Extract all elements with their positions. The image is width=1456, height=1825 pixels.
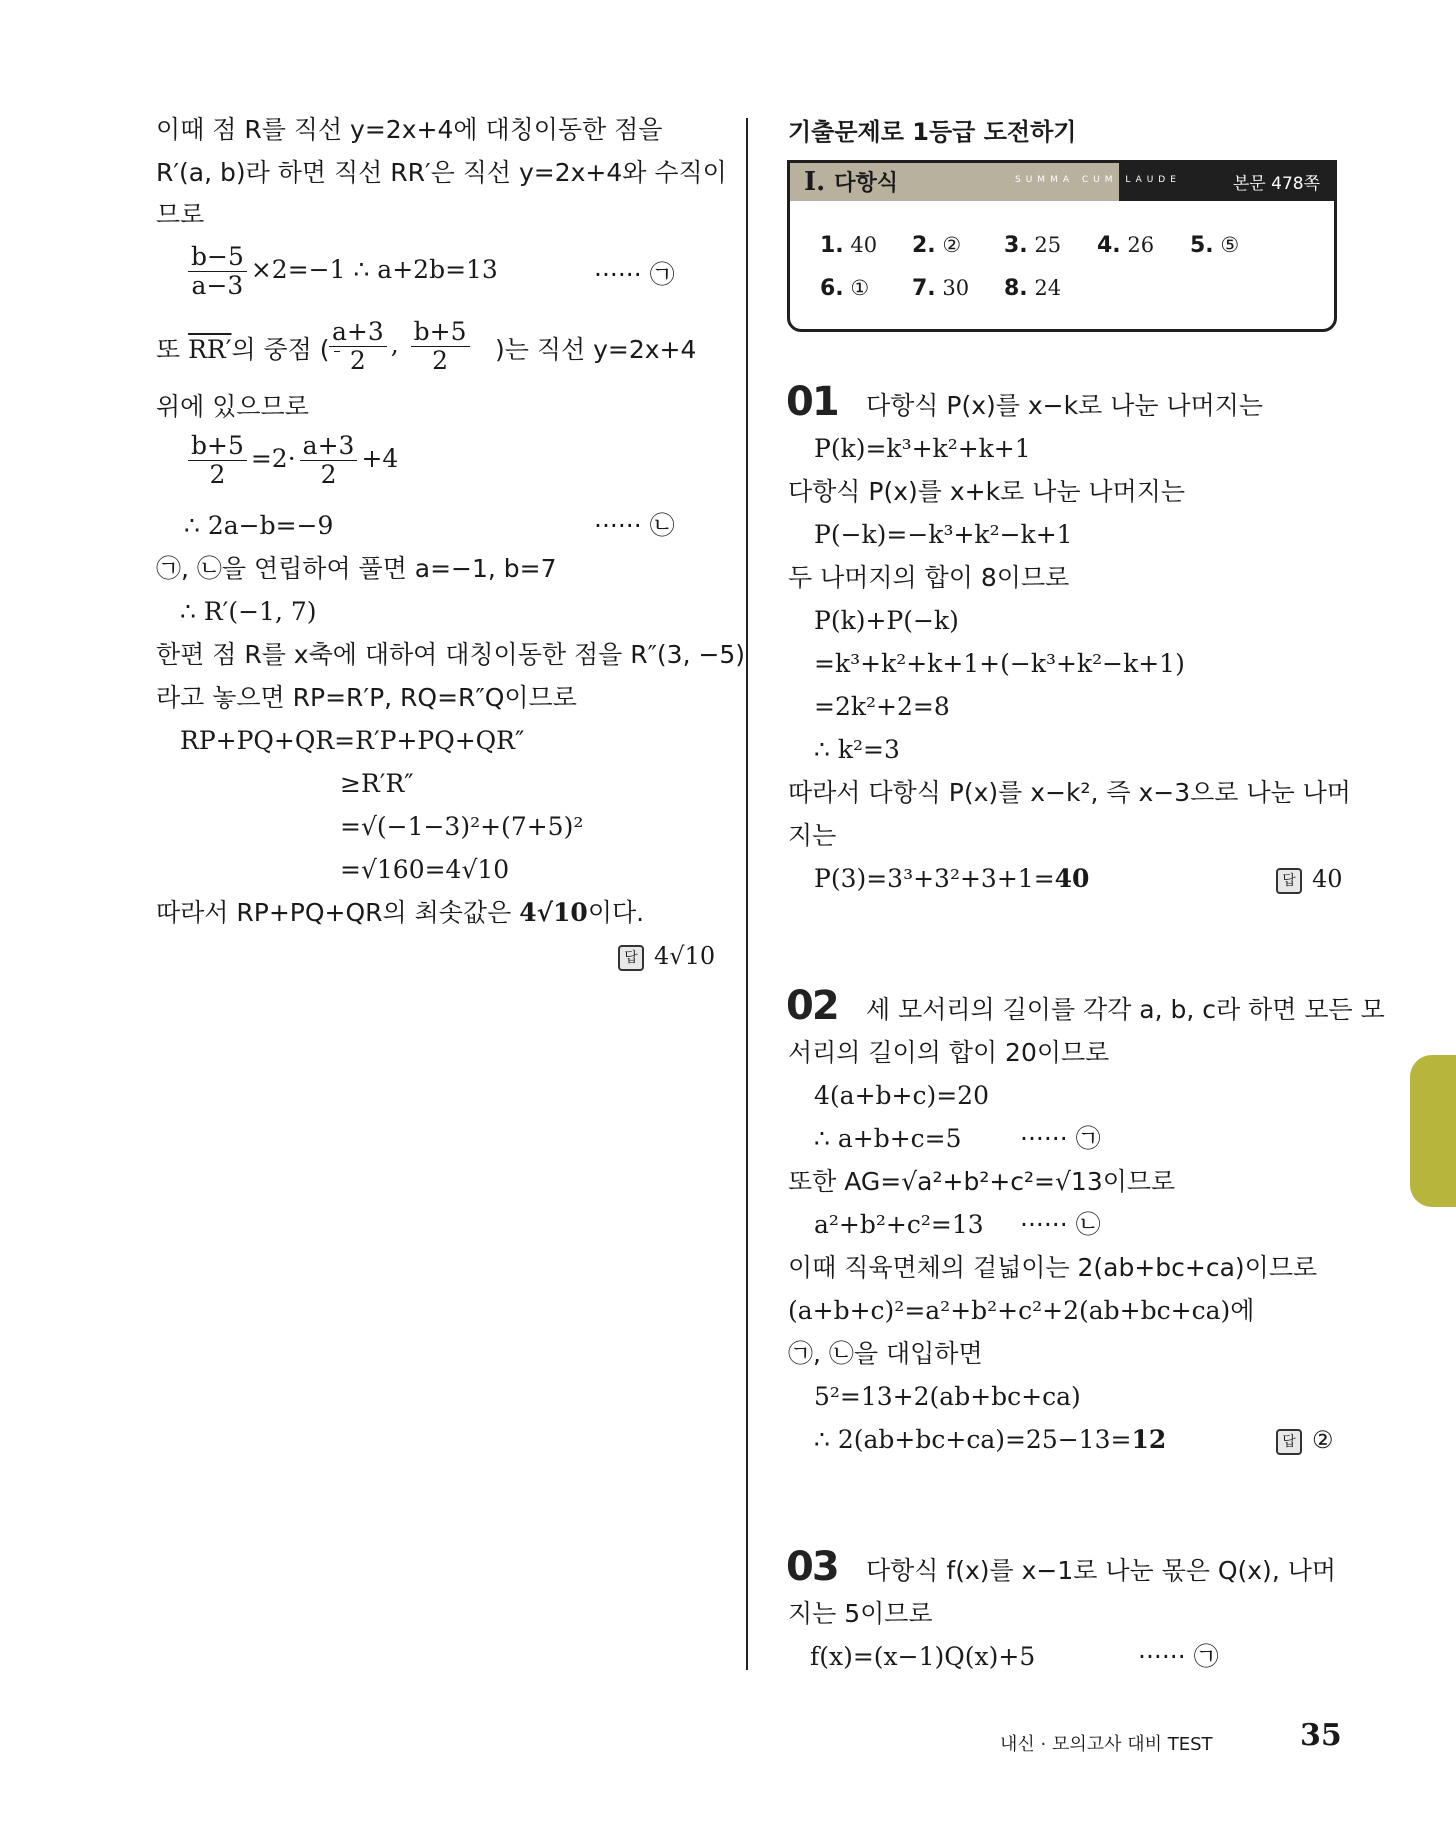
left-line-17 (156, 896, 644, 930)
l5-prefix: 또 (156, 335, 189, 364)
answer-badge-icon: 답 (618, 945, 644, 971)
segment-rr: RR′ (188, 335, 232, 364)
p1-line-9: ∴ k²=3 (814, 735, 900, 764)
eq1-numerator: b−5 (188, 243, 247, 272)
l17-suffix: 이다. (587, 898, 645, 927)
p2-line-9: ㉠, ㉡을 대입하면 (788, 1339, 983, 1368)
mid-x-num: a+3 (329, 318, 387, 347)
left-line-3: 므로 (156, 200, 205, 229)
left-answer (618, 939, 715, 973)
p1-line-1: 다항식 P(x)를 x−k로 나눈 나머지는 (866, 391, 1264, 420)
equation-1 (184, 240, 498, 304)
answer-item: 2. ② (912, 233, 962, 258)
l5-mid: 의 중점 ( (231, 335, 330, 364)
p3-line-1: 다항식 f(x)를 x−1로 나눈 몫은 Q(x), 나머 (866, 1556, 1337, 1585)
section-title: 기출문제로 1등급 도전하기 (788, 118, 1077, 146)
p1-line-2: P(k)=k³+k²+k+1 (814, 434, 1031, 463)
mid-x-den: 2 (349, 346, 366, 375)
eq2-left-num: b+5 (188, 432, 247, 461)
p2-line-1: 세 모서리의 길이를 각각 a, b, c라 하면 모든 모 (866, 995, 1385, 1024)
p2-tag-2: ······ ㉡ (1020, 1210, 1101, 1239)
eq2-right-num: a+3 (300, 432, 358, 461)
page-number: 35 (1300, 1718, 1342, 1753)
p1-line-11: 지는 (788, 821, 837, 850)
left-line-15: =√(−1−3)²+(7+5)² (340, 812, 584, 841)
chapter-label (804, 165, 898, 201)
p2-line-10: 5²=13+2(ab+bc+ca) (814, 1382, 1081, 1411)
p2-line-5: 또한 AG=√a²+b²+c²=√13이므로 (788, 1167, 1176, 1196)
p1-answer: 답 40 (1276, 862, 1343, 896)
p1-line-3: 다항식 P(x)를 x+k로 나눈 나머지는 (788, 477, 1186, 506)
answer-item: 6. ① (820, 276, 870, 301)
p2-line-6: a²+b²+c²=13 (814, 1210, 984, 1239)
l5-suffix: )는 직선 y=2x+4 (495, 335, 697, 364)
left-line-2: R′(a, b)라 하면 직선 RR′은 직선 y=2x+4와 수직이 (156, 158, 727, 187)
p2-line-11: ∴ 2(ab+bc+ca)=25−13=12 (814, 1425, 1167, 1454)
page-reference: 본문 478쪽 (1232, 174, 1320, 194)
p1-line-7: =k³+k²+k+1+(−k³+k²−k+1) (814, 649, 1185, 678)
left-line-12: 라고 놓으면 RP=R′P, RQ=R″Q이므로 (156, 683, 577, 712)
midpoint-fractions: $\frac{a+3}{2}$ , $\frac{b+5}{2}$ (325, 318, 474, 382)
p1-line-4: P(−k)=−k³+k²−k+1 (814, 520, 1073, 549)
eq1-rest: ×2=−1 ∴ a+2b=13 (250, 255, 498, 284)
problem-number-02: 02 (786, 983, 838, 1029)
eq1-tag: ······ ㉠ (594, 260, 675, 289)
answer-box (787, 160, 1337, 332)
chapter-title: 다항식 (834, 171, 899, 196)
mid-y-den: 2 (432, 346, 449, 375)
left-line-13: RP+PQ+QR=R′P+PQ+QR″ (180, 726, 525, 755)
p2-line-4: ∴ a+b+c=5 (814, 1124, 962, 1153)
l17-prefix: 따라서 RP+PQ+QR의 최솟값은 (156, 898, 520, 927)
p2-tag-1: ······ ㉠ (1020, 1124, 1101, 1153)
p3-tag-1: ······ ㉠ (1138, 1642, 1219, 1671)
column-divider (746, 118, 748, 1670)
answer-item: 1. 40 (820, 233, 878, 258)
brand-label: SUMMA CUM LAUDE (1015, 175, 1181, 185)
p3-line-2: 지는 5이므로 (788, 1599, 933, 1628)
p2-line-7: 이때 직육면체의 겉넓이는 2(ab+bc+ca)이므로 (788, 1253, 1318, 1282)
chapter-side-tab (1410, 1055, 1456, 1207)
p1-line-6: P(k)+P(−k) (814, 606, 959, 635)
left-line-16: =√160=4√10 (340, 855, 510, 884)
left-answer-value: 4√10 (654, 942, 716, 970)
p3-line-3: f(x)=(x−1)Q(x)+5 (810, 1642, 1036, 1671)
left-line-14: ≥R′R″ (340, 769, 414, 798)
left-line-9: ㉠, ㉡을 연립하여 풀면 a=−1, b=7 (156, 554, 557, 583)
p2-answer: 답 ② (1276, 1423, 1334, 1457)
left-line-6: 위에 있으므로 (156, 392, 309, 421)
answer-item: 8. 24 (1004, 276, 1062, 301)
p1-line-8: =2k²+2=8 (814, 692, 950, 721)
problem-number-03: 03 (786, 1544, 838, 1590)
answer-badge-icon: 답 (1276, 1429, 1302, 1455)
p1-line-5: 두 나머지의 합이 8이므로 (788, 563, 1070, 592)
eq3-tag: ······ ㉡ (594, 511, 675, 540)
eq1-denominator: a−3 (191, 271, 244, 300)
answer-item: 4. 26 (1097, 233, 1155, 258)
left-line-11: 한편 점 R를 x축에 대하여 대칭이동한 점을 R″(3, −5) (156, 640, 746, 669)
eq2-end: +4 (361, 444, 399, 473)
p2-line-3: 4(a+b+c)=20 (814, 1081, 989, 1110)
answer-item: 5. ⑤ (1190, 233, 1240, 258)
answer-item: 7. 30 (912, 276, 970, 301)
problem-number-01: 01 (786, 379, 838, 425)
answer-badge-icon: 답 (1276, 868, 1302, 894)
answer-item: 3. 25 (1004, 233, 1062, 258)
chapter-number: I. (804, 167, 826, 197)
p1-line-12: P(3)=3³+3²+3+1=40 (814, 864, 1090, 893)
mid-y-num: b+5 (411, 318, 470, 347)
left-line-10: ∴ R′(−1, 7) (180, 597, 317, 626)
footer-text: 내신 · 모의고사 대비 TEST (1000, 1734, 1213, 1755)
left-line-5 (156, 320, 344, 380)
eq2-mid: =2· (250, 444, 296, 473)
eq2-left-den: 2 (209, 460, 226, 489)
p2-line-8: (a+b+c)²=a²+b²+c²+2(ab+bc+ca)에 (788, 1296, 1255, 1325)
equation-2 (184, 432, 398, 496)
equation-3: ∴ 2a−b=−9 (184, 511, 334, 540)
left-line-1: 이때 점 R를 직선 y=2x+4에 대칭이동한 점을 (156, 115, 663, 144)
l17-value: 4√10 (519, 898, 588, 927)
p2-line-2: 서리의 길이의 합이 20이므로 (788, 1038, 1110, 1067)
p1-line-10: 따라서 다항식 P(x)를 x−k², 즉 x−3으로 나눈 나머 (788, 778, 1351, 807)
eq2-right-den: 2 (320, 460, 337, 489)
